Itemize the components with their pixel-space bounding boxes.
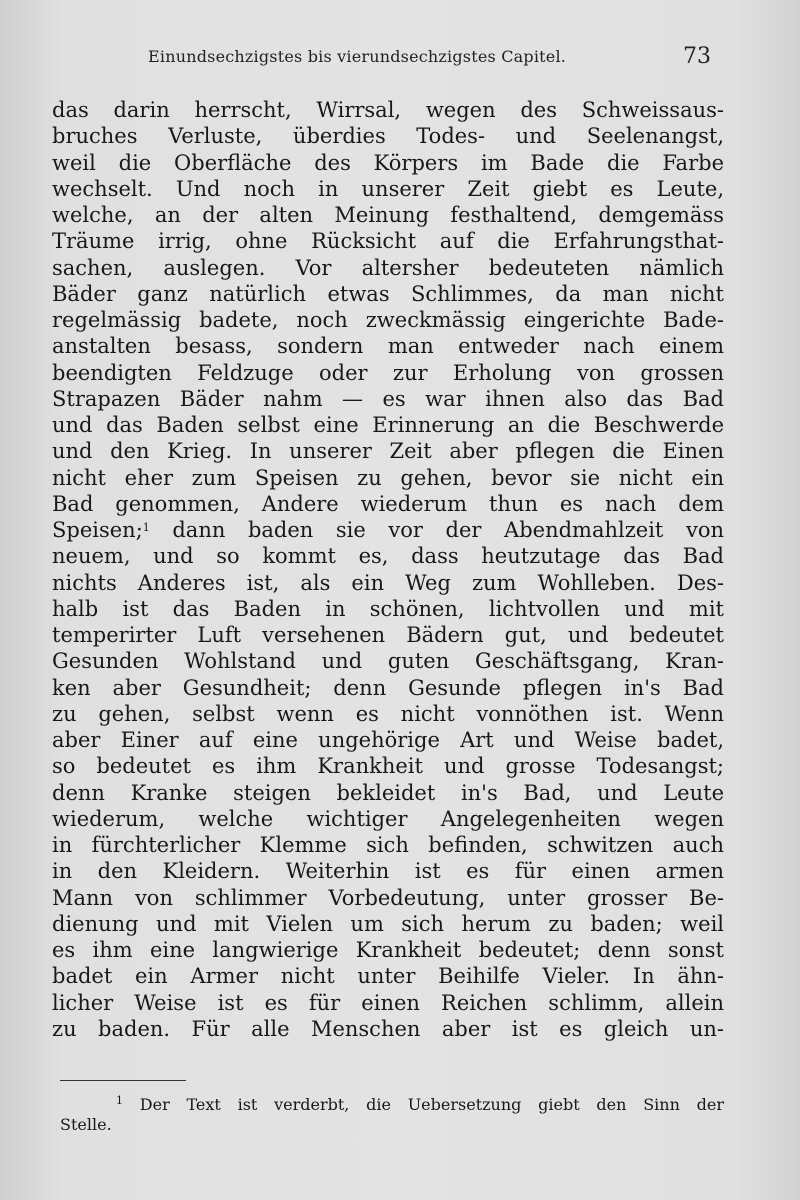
text-line-21: temperirter Luft versehenen Bädern gut, und bedeutet bbox=[52, 623, 724, 647]
text-line-27: denn Kranke steigen bekleidet in's Bad, und Leute bbox=[52, 780, 724, 805]
text-line-1: das darin herrscht, Wirrsal, wegen des Schweissaus- bbox=[52, 98, 724, 122]
text-line-29: in fürchterlicher Klemme sich befinden, schwitzen auch bbox=[52, 833, 724, 857]
text-line-10: anstalten besass, sondern man entweder nach einem bbox=[52, 334, 724, 359]
body-text bbox=[52, 97, 724, 1042]
text-line-28: wiederum, welche wichtiger Angelegenheiten wegen bbox=[52, 806, 724, 831]
text-line-7: sachen, auslegen. Vor altersher bedeuteten nämlich bbox=[52, 255, 724, 280]
footnote-text: Der Text ist verderbt, die Uebersetzung giebt den Sinn der bbox=[139, 1095, 724, 1114]
text-line-14: und den Krieg. In unserer Zeit aber pflegen die Einen bbox=[52, 439, 724, 464]
text-line-30: in den Kleidern. Weiterhin ist es für einen armen bbox=[52, 859, 724, 884]
text-line-5: welche, an der alten Meinung festhaltend, demgemäss bbox=[52, 203, 724, 227]
text-line-20: halb ist das Baden in schönen, lichtvollen und mit bbox=[52, 596, 724, 621]
footnote-reference: 1 bbox=[142, 521, 150, 534]
text-line-13: und das Baden selbst eine Erinnerung an die Beschwerde bbox=[52, 413, 724, 437]
text-line-4: wechselt. Und noch in unserer Zeit giebt es Leute, bbox=[52, 176, 724, 201]
text-line-3: weil die Oberfläche des Körpers im Bade die Farbe bbox=[52, 150, 724, 175]
text-line-19: nichts Anderes ist, als ein Weg zum Wohlleben. Des- bbox=[52, 570, 724, 595]
page-number: 73 bbox=[683, 44, 711, 69]
footnote-line-1 bbox=[60, 1095, 724, 1115]
text-line-23: ken aber Gesundheit; denn Gesunde pflegen in's Bad bbox=[52, 675, 724, 700]
text-line-26: so bedeutet es ihm Krankheit und grosse Todesangst; bbox=[52, 754, 724, 779]
text-line-22: Gesunden Wohlstand und guten Geschäftsgang, Kran- bbox=[52, 649, 724, 674]
text-line-11: beendigten Feldzuge oder zur Erholung von grossen bbox=[52, 360, 724, 385]
text-line-12: Strapazen Bäder nahm — es war ihnen also das Bad bbox=[52, 386, 724, 411]
text-line-8: Bäder ganz natürlich etwas Schlimmes, da man nicht bbox=[52, 281, 724, 306]
footnote-line-2: Stelle. bbox=[60, 1115, 112, 1134]
text-line-16: Bad genommen, Andere wiederum thun es nach dem bbox=[52, 491, 724, 516]
text-line-2: bruches Verluste, überdies Todes- und Seelenangst, bbox=[52, 124, 724, 149]
text-line-35: licher Weise ist es für einen Reichen schlimm, allein bbox=[52, 990, 724, 1015]
footnote-divider bbox=[60, 1080, 186, 1081]
footnote bbox=[60, 1095, 724, 1135]
text-line-6: Träume irrig, ohne Rücksicht auf die Erfahrungsthat- bbox=[52, 229, 724, 254]
text-line-17 bbox=[52, 517, 724, 543]
running-head: Einundsechzigstes bis vierundsechzigstes Capitel. bbox=[148, 47, 567, 66]
text-line-34: badet ein Armer nicht unter Beihilfe Vieler. In ähn- bbox=[52, 964, 724, 989]
text-line-17-end: dann baden sie vor der Abendmahlzeit von bbox=[149, 518, 724, 542]
text-line-32: dienung und mit Vielen um sich herum zu baden; weil bbox=[52, 911, 724, 936]
text-line-25: aber Einer auf eine ungehörige Art und Weise badet, bbox=[52, 728, 724, 752]
footnote-marker: 1 bbox=[116, 1094, 123, 1107]
text-line-17-start: Speisen; bbox=[52, 518, 143, 542]
text-line-36: zu baden. Für alle Menschen aber ist es gleich un- bbox=[52, 1016, 724, 1041]
text-line-31: Mann von schlimmer Vorbedeutung, unter grosser Be- bbox=[52, 885, 724, 910]
text-line-33: es ihm eine langwierige Krankheit bedeutet; denn sonst bbox=[52, 938, 724, 962]
text-line-18: neuem, und so kommt es, dass heutzutage das Bad bbox=[52, 544, 724, 569]
text-line-9: regelmässig badete, noch zweckmässig eingerichte Bade- bbox=[52, 308, 724, 332]
text-line-24: zu gehen, selbst wenn es nicht vonnöthen ist. Wenn bbox=[52, 701, 724, 726]
text-line-15: nicht eher zum Speisen zu gehen, bevor sie nicht ein bbox=[52, 465, 724, 490]
